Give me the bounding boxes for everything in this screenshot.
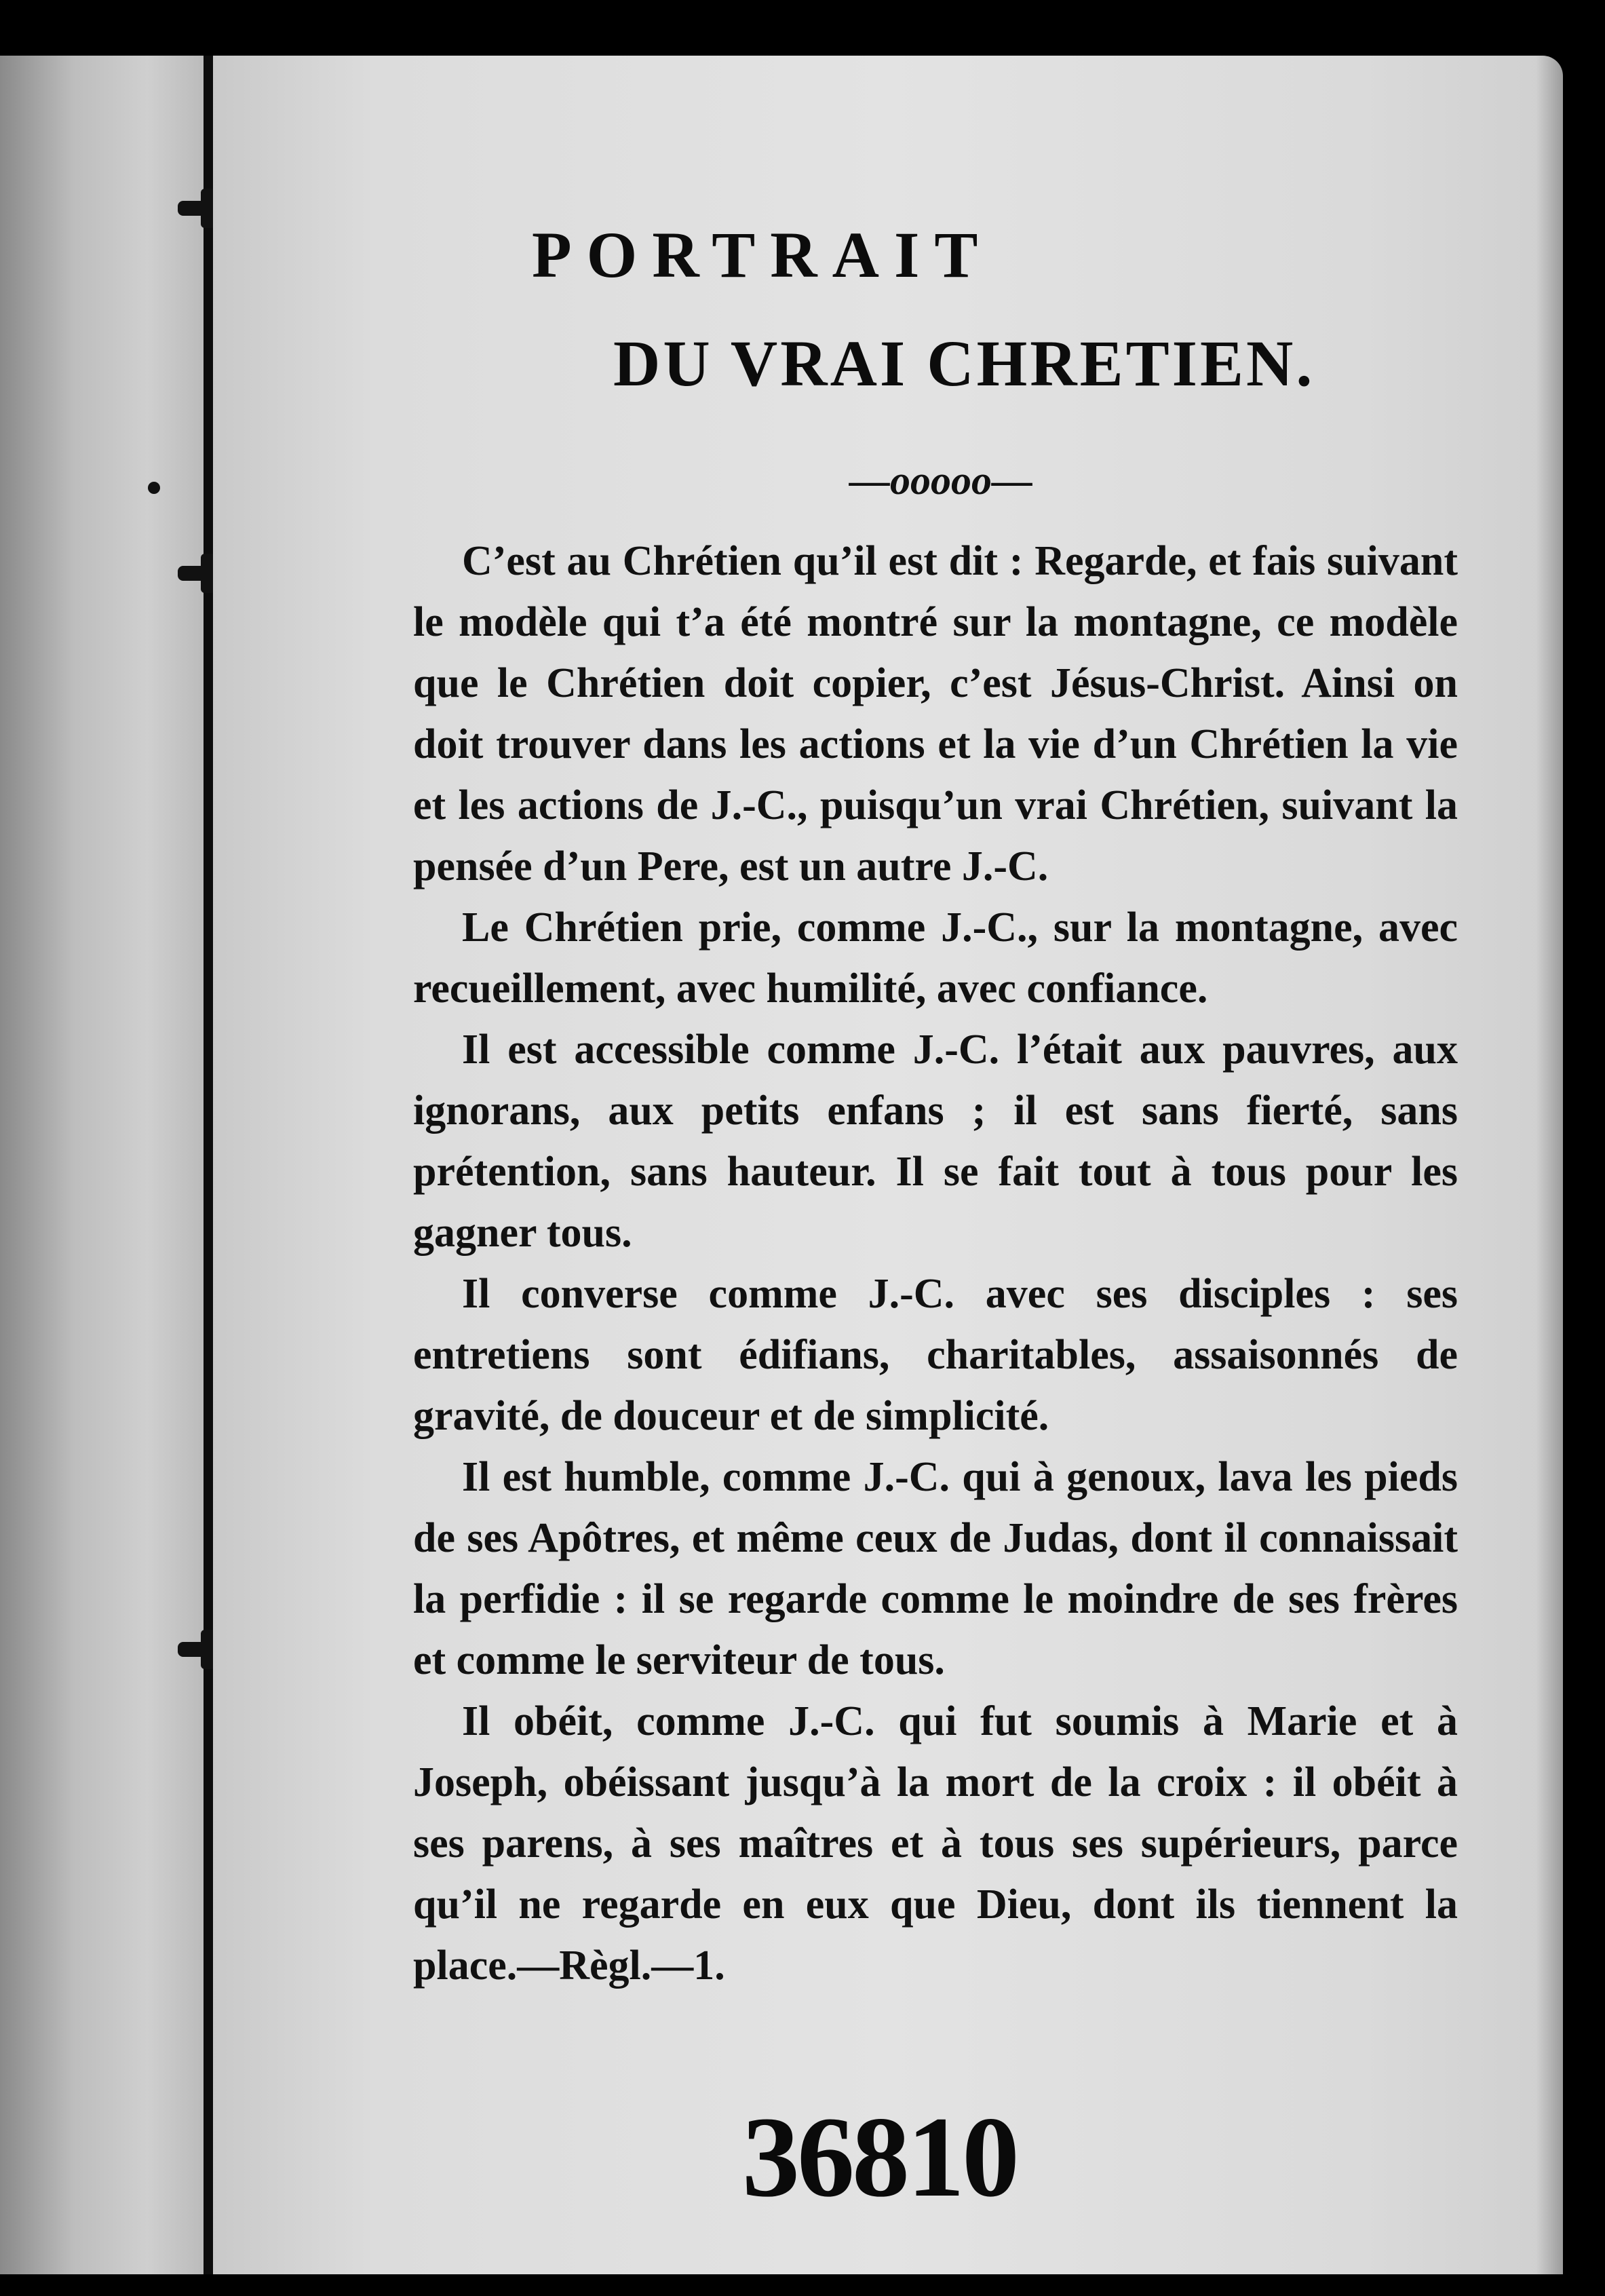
paragraph: Il obéit, comme J.-C. qui fut soumis à Marie et à Joseph, obéissant jusqu’à la mort de la croix : il obéit à ses parens, à ses maîtres et à tous ses supérieurs, parce qu’il ne regarde en eux que Dieu, dont ils tiennent la place.—Règl.—1. (413, 1698, 1458, 1989)
paragraph: Il converse comme J.-C. avec ses disciples : ses entretiens sont édifians, charitables, assaisonnés de gravité, de douceur et de simplicité. (413, 1271, 1458, 1439)
paragraph: C’est au Chrétien qu’il est dit : Regarde, et fais suivant le modèle qui t’a été montré sur la montagne, ce modèle que le Chrétien doit copier, c’est Jésus-Christ. Ainsi on doit trouver dans les actions et la vie d’un Chrétien la vie et les actions de J.-C., puisqu’un vrai Chrétien, suivant la pensée d’un Pere, est un autre J.-C. (413, 538, 1458, 889)
ornament-divider: —ooooo— (849, 458, 1032, 503)
catalog-number: 36810 (742, 2093, 1017, 2221)
body-text (413, 531, 1458, 1996)
page-title: PORTRAIT (532, 218, 993, 291)
ink-spot (148, 482, 160, 494)
binding-fold (204, 56, 213, 2274)
paragraph: Il est humble, comme J.-C. qui à genoux, lava les pieds de ses Apôtres, et même ceux de Judas, dont il connaissait la perfidie : il se regarde comme le moindre de ses frères et comme le serviteur de tous. (413, 1454, 1458, 1683)
paragraph: Le Chrétien prie, comme J.-C., sur la montagne, avec recueillement, avec humilité, avec confiance. (413, 904, 1458, 1012)
paragraph: Il est accessible comme J.-C. l’était aux pauvres, aux ignorans, aux petits enfans ; il est sans fierté, sans prétention, sans hauteur. Il se fait tout à tous pour les gagner tous. (413, 1027, 1458, 1256)
page-subtitle: DU VRAI CHRETIEN. (613, 327, 1315, 400)
facing-page-edge (0, 56, 210, 2274)
book-page (213, 56, 1563, 2274)
